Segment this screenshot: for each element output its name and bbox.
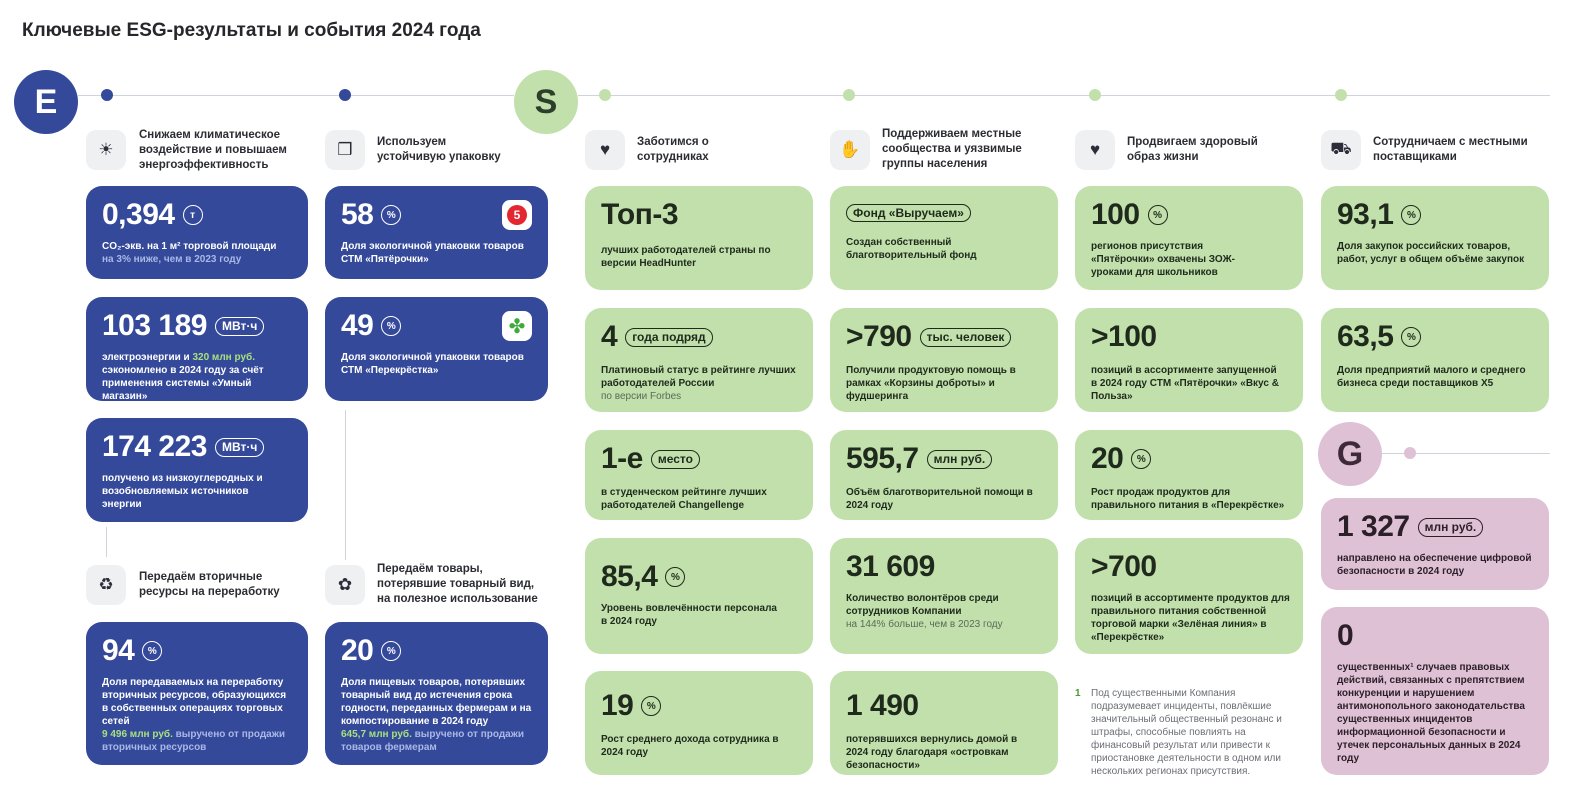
metric-unit: млн руб.	[1418, 518, 1484, 537]
metric-description: Рост среднего дохода сотрудника в 2024 году	[601, 734, 779, 758]
metric-card-cyber	[1321, 498, 1549, 590]
hand-icon: ✋	[830, 130, 870, 170]
metric-card-income	[585, 671, 813, 775]
metric-description: Доля пищевых товаров, потерявших товарный вид до истечения срока годности, переданных фермерам и на компостирование в 2024 году	[341, 677, 532, 727]
metric-card-lost	[830, 671, 1058, 775]
metric-description: Доля экологичной упаковки товаров СТМ «Перекрёстка»	[341, 352, 524, 376]
metric-card-cases	[1321, 607, 1549, 775]
metric-card-fund	[830, 186, 1058, 290]
metric-unit: %	[381, 316, 401, 336]
metric-value: 595,7	[846, 442, 919, 475]
metric-note: на 144% больше, чем в 2023 году	[846, 619, 1003, 630]
metric-card-lowcarbon	[86, 418, 308, 522]
heart-icon: ♥	[1075, 130, 1115, 170]
metric-note: по версии Forbes	[601, 391, 682, 402]
page-title: Ключевые ESG-результаты и события 2024 года	[22, 20, 481, 41]
metric-description: Доля экологичной упаковки товаров СТМ «Пятёрочки»	[341, 241, 524, 265]
metric-description: сэкономлено в 2024 году за счёт применения системы «Умный магазин»	[102, 365, 264, 402]
metric-card-volunteers	[830, 538, 1058, 654]
metric-value: 4	[601, 320, 618, 353]
metric-unit: %	[381, 641, 401, 661]
truck-icon: ⛟	[1321, 130, 1361, 170]
metric-card-pack-perek	[325, 297, 548, 401]
metric-value: 1-е	[601, 442, 643, 475]
timeline-dot	[1089, 89, 1101, 101]
metric-description: Получили продуктовую помощь в рамках «Корзины доброты» и фудшеринга	[846, 365, 1016, 402]
metric-description: Платиновый статус в рейтинге лучших работодателей России	[601, 365, 796, 389]
metric-accent: 320 млн руб.	[192, 352, 255, 363]
metric-unit: МВт·ч	[215, 317, 264, 336]
pillar-s-badge: S	[514, 70, 578, 134]
metric-description: Создан собственный благотворительный фонд	[846, 237, 977, 261]
timeline-dot	[1404, 447, 1416, 459]
metric-value: 100	[1091, 198, 1140, 231]
metric-description: Объём благотворительной помощи в 2024 году	[846, 487, 1033, 511]
metric-description: CO₂-экв. на 1 м² торговой площади	[102, 241, 277, 252]
metric-card-charity	[830, 430, 1058, 520]
metric-description: позиций в ассортименте запущенной в 2024 году СТМ «Пятёрочки» «Вкус & Польза»	[1091, 365, 1279, 402]
metric-card-healthy-sales	[1075, 430, 1303, 520]
timeline-dot	[101, 89, 113, 101]
metric-unit: млн руб.	[927, 450, 993, 469]
timeline-dot	[599, 89, 611, 101]
pillar-g-badge: G	[1318, 422, 1382, 486]
section-label: Продвигаем здоровый образ жизни	[1127, 136, 1258, 163]
metric-description: существенных¹ случаев правовых действий, связанных с препятствием конкуренции и нарушением антимонопольного законодательства существенных инцидентов информационной безопасности и утечек персональных данных в 2024 году	[1337, 662, 1525, 764]
section-label: Снижаем климатическое воздействие и повышаем энергоэффективность	[139, 129, 287, 171]
metric-value: 19	[601, 689, 634, 722]
timeline-s	[578, 95, 1550, 96]
timeline-dot	[339, 89, 351, 101]
metric-value: 0	[1337, 619, 1354, 652]
metric-card-top3	[585, 186, 813, 290]
connector	[106, 527, 107, 557]
metric-card-food-goods	[325, 622, 548, 765]
metric-description: Доля предприятий малого и среднего бизнеса среди поставщиков X5	[1337, 365, 1526, 389]
metric-value: 0,394	[102, 198, 175, 231]
metric-unit: МВт·ч	[215, 438, 264, 457]
metric-value: 103 189	[102, 309, 207, 342]
metric-unit: место	[651, 450, 700, 469]
metric-value: 31 609	[846, 550, 935, 583]
section-label: Поддерживаем местные сообщества и уязвимые группы населения	[882, 128, 1022, 170]
metric-value: 93,1	[1337, 198, 1394, 231]
metric-card-sme	[1321, 308, 1549, 412]
metric-card-recycle	[86, 622, 308, 765]
timeline-dot	[843, 89, 855, 101]
metric-description: получено из низкоуглеродных и возобновляемых источников энергии	[102, 473, 263, 510]
section-label: Используем устойчивую упаковку	[377, 136, 501, 163]
metric-value: Топ-3	[601, 198, 679, 231]
metric-card-co2	[86, 186, 308, 279]
pillar-e-badge: E	[14, 70, 78, 134]
metric-description: Доля передаваемых на переработку вторичных ресурсов, образующихся в собственных операциях торговых сетей	[102, 677, 287, 727]
metric-accent: 9 496 млн руб.	[102, 729, 173, 740]
perekrestok-logo: ✤	[502, 311, 532, 341]
metric-description: лучших работодателей страны по версии HeadHunter	[601, 245, 771, 269]
metric-description: в студенческом рейтинге лучших работодателей Changellenge	[601, 487, 767, 511]
pyaterochka-logo: 5	[502, 200, 532, 230]
section-label: Заботимся о сотрудниках	[637, 136, 709, 163]
metric-card-green-line	[1075, 538, 1303, 654]
metric-unit: %	[142, 641, 162, 661]
metric-description: направлено на обеспечение цифровой безопасности в 2024 году	[1337, 553, 1532, 577]
footnote	[1075, 687, 1295, 778]
metric-unit: т	[183, 205, 203, 225]
metric-description: позиций в ассортименте продуктов для правильного питания собственной торговой марки «Зелёная линия» в «Перекрёстке»	[1091, 593, 1290, 643]
metric-description: потерявшихся вернулись домой в 2024 году благодаря «островкам безопасности»	[846, 734, 1018, 771]
metric-card-regions	[1075, 186, 1303, 290]
metric-card-positions	[1075, 308, 1303, 412]
metric-unit: года подряд	[625, 328, 712, 347]
metric-card-food-help	[830, 308, 1058, 412]
timeline-dot	[1335, 89, 1347, 101]
metric-value: >700	[1091, 550, 1157, 583]
metric-card-first	[585, 430, 813, 520]
metric-unit: тыс. человек	[920, 328, 1012, 347]
metric-description: Доля закупок российских товаров, работ, услуг в общем объёме закупок	[1337, 241, 1525, 265]
section-label: Сотрудничаем с местными поставщиками	[1373, 136, 1528, 163]
goods-icon: ✿	[325, 565, 365, 605]
metric-unit: %	[1401, 327, 1421, 347]
employee-heart-icon: ♥	[585, 130, 625, 170]
metric-value: 1 327	[1337, 510, 1410, 543]
recycle-icon: ♻	[86, 565, 126, 605]
metric-card-pack-5	[325, 186, 548, 279]
box-icon: ❒	[325, 130, 365, 170]
sun-icon: ☀	[86, 130, 126, 170]
metric-unit: %	[1131, 449, 1151, 469]
timeline-e	[78, 95, 514, 96]
metric-description: Количество волонтёров среди сотрудников Компании	[846, 593, 999, 617]
section-label: Передаём товары, потерявшие товарный вид, на полезное использование	[377, 563, 538, 605]
metric-unit: %	[641, 696, 661, 716]
metric-value: >790	[846, 320, 912, 353]
metric-accent: 645,7 млн руб.	[341, 729, 412, 740]
metric-value: 49	[341, 309, 374, 342]
metric-description: Рост продаж продуктов для правильного питания в «Перекрёстке»	[1091, 487, 1285, 511]
connector	[345, 410, 346, 560]
metric-unit: %	[381, 205, 401, 225]
footnote-text: Под существенными Компания подразумевает инциденты, повлёкшие значительный общественный резонанс и штрафы, способные повлиять на финансовый результат или привести к приостановке деятельности в одном или нескольких регионах присутствия.	[1091, 688, 1282, 777]
metric-unit: %	[1148, 205, 1168, 225]
section-label: Передаём вторичные ресурсы на переработку	[139, 571, 280, 598]
metric-description: регионов присутствия «Пятёрочки» охвачены ЗОЖ-уроками для школьников	[1091, 241, 1235, 278]
metric-value: 1 490	[846, 689, 919, 722]
metric-value: 174 223	[102, 430, 207, 463]
metric-note: выручено от продажи товаров фермерам	[341, 729, 524, 753]
metric-description: электроэнергии и	[102, 352, 193, 363]
metric-note: выручено от продажи вторичных ресурсов	[102, 729, 285, 753]
metric-unit: %	[665, 567, 685, 587]
metric-note: на 3% ниже, чем в 2023 году	[102, 254, 242, 265]
metric-description: Уровень вовлечённости персонала в 2024 году	[601, 603, 777, 627]
metric-value: 94	[102, 634, 135, 667]
footnote-number: 1	[1075, 688, 1081, 699]
metric-pill: Фонд «Выручаем»	[846, 204, 971, 222]
metric-value: 63,5	[1337, 320, 1394, 353]
metric-value: >100	[1091, 320, 1157, 353]
metric-card-years	[585, 308, 813, 412]
metric-value: 20	[1091, 442, 1124, 475]
metric-card-energy-saved	[86, 297, 308, 401]
metric-card-purchases	[1321, 186, 1549, 290]
metric-unit: %	[1401, 205, 1421, 225]
metric-value: 20	[341, 634, 374, 667]
metric-value: 85,4	[601, 560, 658, 593]
metric-value: 58	[341, 198, 374, 231]
metric-card-engagement	[585, 538, 813, 654]
